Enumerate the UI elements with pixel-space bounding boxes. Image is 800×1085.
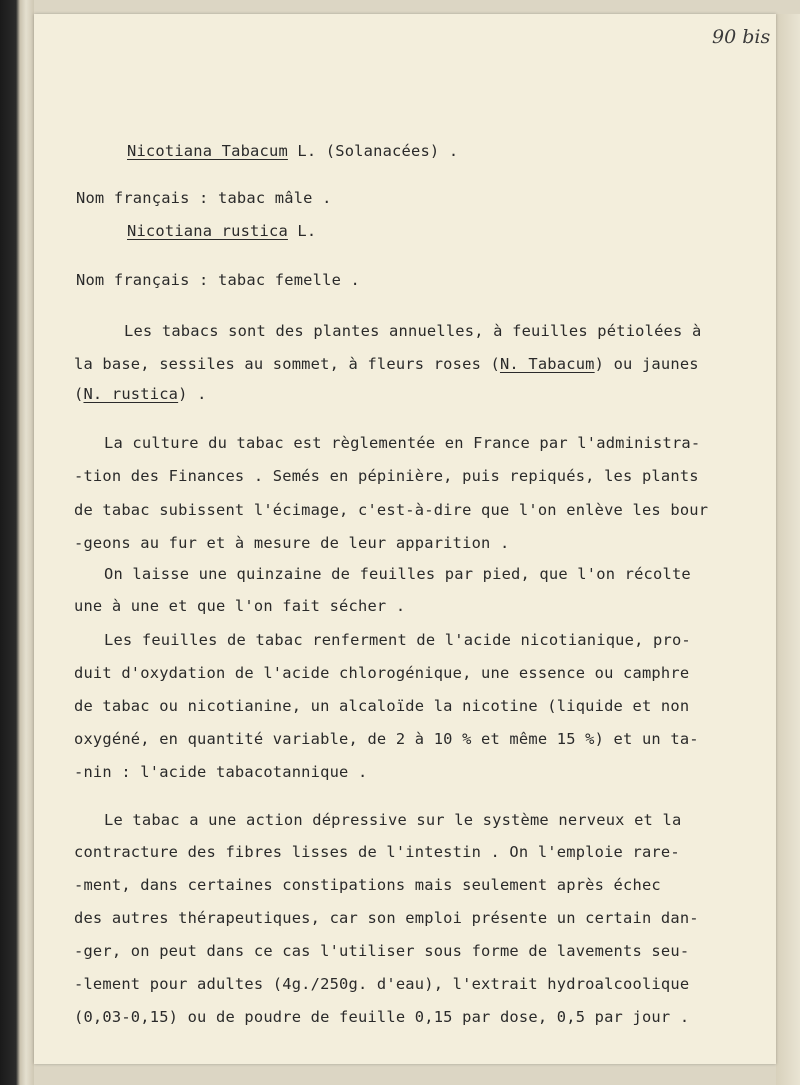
para5-line6: -lement pour adultes (4g./250g. d'eau), l'extrait hydroalcoolique [74, 975, 690, 993]
para4-line1: Les feuilles de tabac renferment de l'acide nicotianique, pro- [104, 631, 691, 649]
para1-line2-a: la base, sessiles au sommet, à fleurs roses ( [74, 355, 500, 373]
para5-line4: des autres thérapeutiques, car son emploi présente un certain dan- [74, 909, 699, 927]
para2-line3: de tabac subissent l'écimage, c'est-à-dire que l'on enlève les bour [74, 501, 709, 519]
species1-name: Nicotiana Tabacum [127, 142, 288, 160]
para4-line3: de tabac ou nicotianine, un alcaloïde la nicotine (liquide et non [74, 697, 690, 715]
para1-line1: Les tabacs sont des plantes annuelles, à feuilles pétiolées à [124, 322, 702, 340]
species2-common-name: Nom français : tabac femelle . [76, 271, 360, 289]
para5-line7: (0,03-0,15) ou de poudre de feuille 0,15 par dose, 0,5 par jour . [74, 1008, 690, 1026]
para4-line5: -nin : l'acide tabacotannique . [74, 763, 368, 781]
para1-line2 [74, 355, 699, 373]
book-binding [0, 0, 34, 1085]
para1-line3-a: ( [74, 385, 84, 403]
para3-line1: On laisse une quinzaine de feuilles par pied, que l'on récolte [104, 565, 691, 583]
para1-line2-c: ) ou jaunes [594, 355, 699, 373]
page-edge [776, 14, 800, 1085]
para4-line2: duit d'oxydation de l'acide chlorogénique, une essence ou camphre [74, 664, 690, 682]
species1-common-name: Nom français : tabac mâle . [76, 189, 332, 207]
para5-line3: -ment, dans certaines constipations mais seulement après échec [74, 876, 661, 894]
para1-taxon-rustica: N. rustica [83, 385, 179, 403]
species2-heading [127, 222, 316, 240]
para4-line4: oxygéné, en quantité variable, de 2 à 10 % et même 15 %) et un ta- [74, 730, 699, 748]
species1-author: L. (Solanacées) . [287, 142, 459, 160]
folio-number: 90 bis [712, 26, 771, 48]
species2-author: L. [287, 222, 317, 240]
para3-line2: une à une et que l'on fait sécher . [74, 597, 406, 615]
species2-name: Nicotiana rustica [127, 222, 288, 240]
para5-line2: contracture des fibres lisses de l'intestin . On l'emploie rare- [74, 843, 680, 861]
para5-line1: Le tabac a une action dépressive sur le système nerveux et la [104, 811, 682, 829]
para1-taxon-tabacum: N. Tabacum [499, 355, 595, 373]
para2-line2: -tion des Finances . Semés en pépinière, puis repiqués, les plants [74, 467, 699, 485]
para5-line5: -ger, on peut dans ce cas l'utiliser sous forme de lavements seu- [74, 942, 690, 960]
para2-line1: La culture du tabac est règlementée en France par l'administra- [104, 434, 701, 452]
species1-heading [127, 142, 458, 160]
para2-line4: -geons au fur et à mesure de leur apparition . [74, 534, 510, 552]
para1-line3 [74, 385, 207, 403]
para1-line3-c: ) . [178, 385, 207, 403]
